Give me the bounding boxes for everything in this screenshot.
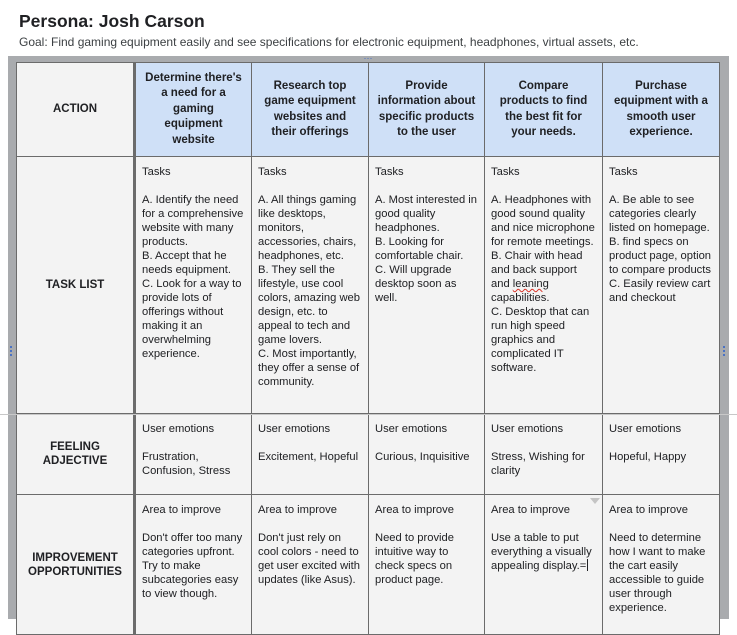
feeling-cell-2[interactable] — [252, 414, 369, 495]
task-cell-5[interactable] — [603, 157, 720, 414]
improve-label: Area to improve — [491, 504, 570, 516]
feeling-cell-1[interactable] — [135, 414, 252, 495]
improve-cell-1[interactable] — [135, 495, 252, 635]
task-cell-4[interactable] — [485, 157, 603, 414]
tasks-text: A. Most interested in good quality headphones. B. Looking for comfortable chair. C. Will upgrade desktop soon as well. — [375, 194, 477, 304]
feeling-cell-4[interactable] — [485, 414, 603, 495]
action-cell-3[interactable]: Provide information about specific products to the user — [369, 63, 485, 157]
row-header-action[interactable]: ACTION — [17, 63, 135, 157]
table-row-feeling — [17, 414, 720, 495]
tasks-label: Tasks — [375, 166, 404, 178]
tasks-label: Tasks — [609, 166, 638, 178]
dropdown-arrow-icon[interactable] — [590, 498, 600, 504]
emotions-label: User emotions — [258, 423, 331, 435]
emotions-text: Frustration, Confusion, Stress — [142, 451, 231, 477]
feeling-cell-3[interactable] — [369, 414, 485, 495]
action-cell-1[interactable]: Determine there's a need for a gaming equipment website — [135, 63, 252, 157]
task-cell-2[interactable] — [252, 157, 369, 414]
drag-handle-icon[interactable]: ⋯ — [363, 53, 373, 63]
action-cell-2[interactable]: Research top game equipment websites and their offerings — [252, 63, 369, 157]
tasks-label: Tasks — [258, 166, 287, 178]
improve-label: Area to improve — [258, 504, 337, 516]
emotions-text: Stress, Wishing for clarity — [491, 451, 585, 477]
task-cell-1[interactable] — [135, 157, 252, 414]
improve-label: Area to improve — [609, 504, 688, 516]
action-cell-5[interactable]: Purchase equipment with a smooth user experience. — [603, 63, 720, 157]
tasks-text-part: capabilities. C. Desktop that can run high speed graphics and complicated IT software. — [491, 292, 590, 374]
emotions-label: User emotions — [142, 423, 215, 435]
improve-cell-5[interactable] — [603, 495, 720, 635]
resize-handle-right-icon[interactable] — [723, 346, 726, 356]
tasks-text: A. All things gaming like desktops, monitors, accessories, chairs, headphones, etc. B. They sell the lifestyle, use cool colors, amazing web design, etc. to appeal to tech and game lovers. C. Most importantly, they offer a sense of community. — [258, 194, 360, 388]
emotions-text: Curious, Inquisitive — [375, 451, 470, 463]
feeling-cell-5[interactable] — [603, 414, 720, 495]
resize-handle-left-icon[interactable] — [10, 346, 13, 356]
emotions-label: User emotions — [609, 423, 682, 435]
improve-label: Area to improve — [375, 504, 454, 516]
emotions-text: Excitement, Hopeful — [258, 451, 359, 463]
tasks-text: A. Be able to see categories clearly listed on homepage. B. find specs on product page, option to compare products C. Easily review cart and checkout — [609, 194, 712, 304]
persona-goal: Goal: Find gaming equipment easily and see specifications for electronic equipment, headphones, virtual assets, etc. — [19, 35, 639, 49]
tasks-text-part: A. Headphones with good sound quality and nice microphone for remote meetings. B. Chair with head and back support and — [491, 194, 595, 290]
tasks-text: A. Identify the need for a comprehensive website with many products. B. Accept that he needs equipment. C. Look for a way to provide lots of offerings without making it an overwhelming experience. — [142, 194, 244, 360]
improve-cell-3[interactable] — [369, 495, 485, 635]
action-cell-4[interactable]: Compare products to find the best fit for your needs. — [485, 63, 603, 157]
emotions-label: User emotions — [491, 423, 564, 435]
page-break-line — [0, 414, 737, 415]
improve-text-value[interactable]: Use a table to put everything a visually appealing display.= — [491, 532, 592, 572]
emotions-label: User emotions — [375, 423, 448, 435]
row-header-task-list[interactable]: TASK LIST — [17, 157, 135, 414]
improve-cell-4[interactable] — [485, 495, 603, 635]
emotions-text: Hopeful, Happy — [609, 451, 687, 463]
improve-label: Area to improve — [142, 504, 221, 516]
text-cursor — [587, 559, 588, 571]
table-row-action — [17, 63, 720, 157]
improve-text: Need to determine how I want to make the cart easily accessible to guide user through experience. — [609, 532, 706, 614]
improve-text[interactable] — [491, 531, 596, 573]
tasks-label: Tasks — [491, 166, 520, 178]
improve-cell-2[interactable] — [252, 495, 369, 635]
improve-text: Don't just rely on cool colors - need to get user excited with updates (like Asus). — [258, 532, 360, 586]
tasks-label: Tasks — [142, 166, 171, 178]
page-title: Persona: Josh Carson — [19, 11, 205, 31]
spellcheck-word[interactable]: leaning — [512, 278, 549, 290]
tasks-text — [491, 193, 596, 375]
table-row-task-list — [17, 157, 720, 414]
row-header-feeling[interactable]: FEELING ADJECTIVE — [17, 414, 135, 495]
improve-text: Need to provide intuitive way to check specs on product page. — [375, 532, 454, 586]
improve-text: Don't offer too many categories upfront. Try to make subcategories easy to view though. — [142, 532, 243, 600]
journey-map-table — [16, 62, 720, 635]
table-row-improvement — [17, 495, 720, 635]
task-cell-3[interactable] — [369, 157, 485, 414]
row-header-improvement[interactable]: IMPROVEMENT OPPORTUNITIES — [17, 495, 135, 635]
